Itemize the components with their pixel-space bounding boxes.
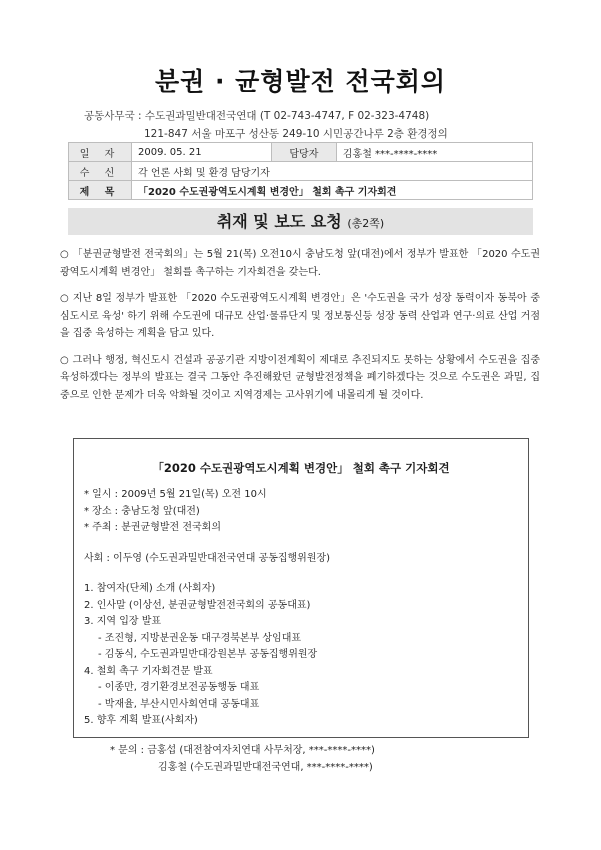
program-item: 2. 인사말 (이상선, 분권균형발전전국회의 공동대표) <box>84 599 311 611</box>
event-title: 「2020 수도권광역도시계획 변경안」 철회 촉구 기자회견 <box>152 461 450 475</box>
event-details <box>84 487 330 730</box>
program-subitem: - 이종만, 경기환경보전공동행동 대표 <box>98 682 260 693</box>
contact-value: 김홍철 ***-****-**** <box>336 143 532 162</box>
paragraph-3: ○ 그러나 행정, 혁신도시 건설과 공공기관 지방이전계획이 제대로 추진되지도 못하는 상황에서 수도권을 집중 육성하겠다는 정부의 발표는 결국 그동안 추진해왔던 균형발전정책을 폐기하겠다는 것으로 수도권은 과밀, 집중으로 인한 문제가 더욱 악화될 것이고 지역경제는 고사위기에 내몰리게 될 것이다. <box>60 354 540 401</box>
request-banner <box>68 208 533 235</box>
recipient-value: 각 언론 사회 및 환경 담당기자 <box>132 162 533 181</box>
paragraph-2: ○ 지난 8일 정부가 발표한 「2020 수도권광역도시계획 변경안」은 '수도권을 국가 성장 동력이자 동북아 중심도시로 육성' 하기 위해 수도권에 대규모 산업·물류단지 및 정보통신등 성장 동력 산업과 연구·의료 산업 거점을 집중 육성하는 계획을 담고 있다. <box>60 293 540 339</box>
event-where: * 장소 : 충남도청 앞(대전) <box>84 505 200 517</box>
body-paragraphs <box>60 246 540 413</box>
inquiry-line-1: * 문의 : 금홍섭 (대전참여자치연대 사무처장, ***-****-****) <box>110 745 375 756</box>
program-item: 5. 향후 계획 발표(사회자) <box>84 715 198 726</box>
subject-value: 「2020 수도권광역도시계획 변경안」 철회 촉구 기자회견 <box>132 181 533 200</box>
date-label: 일 자 <box>69 143 132 162</box>
program-item: 1. 참여자(단체) 소개 (사회자) <box>84 583 216 594</box>
info-row-subject <box>69 181 533 200</box>
recipient-label: 수 신 <box>69 162 132 181</box>
subject-label: 제 목 <box>69 181 132 200</box>
event-when: * 일시 : 2009년 5월 21일(목) 오전 10시 <box>84 489 267 500</box>
info-table <box>68 142 533 200</box>
office-contact: 공동사무국 : 수도권과밀반대전국연대 (T 02-743-4747, F 02-323-4748) <box>84 110 430 122</box>
contact-label: 담당자 <box>271 143 336 162</box>
info-row-date <box>69 143 533 162</box>
program-item: 3. 지역 입장 발표 <box>84 616 162 627</box>
event-moderator: 사회 : 이두영 (수도권과밀반대전국연대 공동집행위원장) <box>84 552 331 564</box>
program-subitem: - 박재율, 부산시민사회연대 공동대표 <box>98 698 260 710</box>
office-address: 121-847 서울 마포구 성산동 249-10 시민공간나루 2층 환경정의 <box>144 128 448 140</box>
request-pages: (총2쪽) <box>347 217 385 230</box>
program-subitem: - 조진형, 지방분권운동 대구경북본부 상임대표 <box>98 632 302 644</box>
program-item: 4. 철회 촉구 기자회견문 발표 <box>84 665 213 677</box>
page-title: 분권 · 균형발전 전국회의 <box>154 67 447 96</box>
event-host: * 주최 : 분권균형발전 전국회의 <box>84 522 222 533</box>
date-value: 2009. 05. 21 <box>132 143 272 162</box>
inquiry-line-2: 김홍철 (수도권과밀반대전국연대, ***-****-****) <box>158 762 373 773</box>
info-row-recipient <box>69 162 533 181</box>
inquiry-contacts <box>110 742 375 776</box>
paragraph-1: ○ 「분권균형발전 전국회의」는 5월 21(목) 오전10시 충남도청 앞(대전)에서 정부가 발표한 「2020 수도권광역도시계획 변경안」 철회를 촉구하는 기자회견을 갖는다. <box>60 249 540 278</box>
office-info <box>84 107 448 143</box>
request-title: 취재 및 보도 요청 <box>216 212 342 231</box>
program-subitem: - 김동식, 수도권과밀반대강원본부 공동집행위원장 <box>98 649 318 660</box>
event-box <box>73 438 529 738</box>
